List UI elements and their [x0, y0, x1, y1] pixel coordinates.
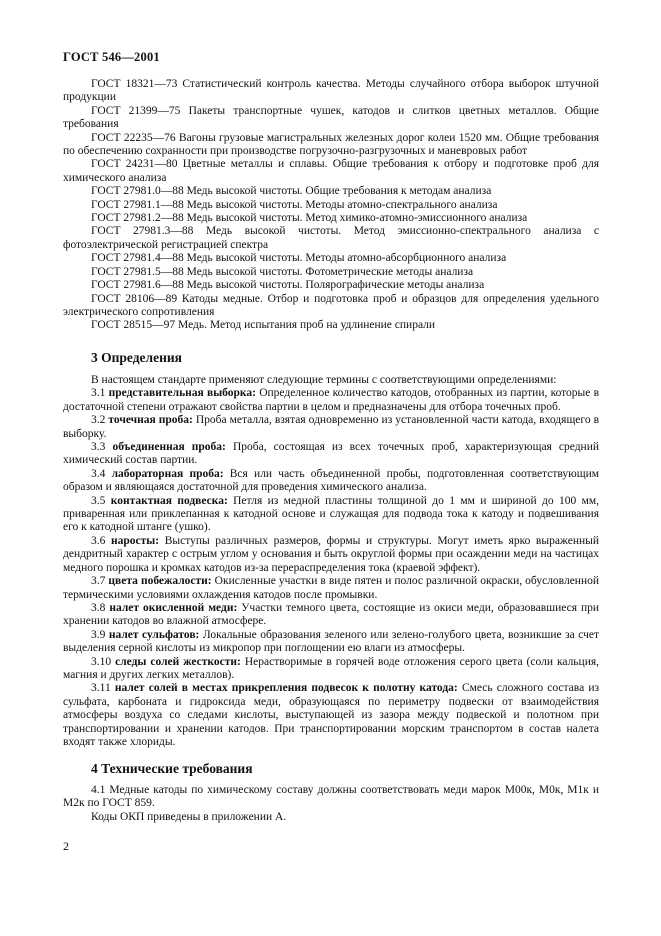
definition-item [63, 495, 599, 535]
definition-term: представительная выборка: [108, 387, 256, 400]
reference-item: ГОСТ 24231—80 Цветные металлы и сплавы. Общие требования к отбору и подготовке проб для химического анализа [63, 158, 599, 184]
definition-number: 3.7 [91, 575, 106, 588]
definition-item [63, 682, 599, 749]
definition-term: лабораторная проба: [111, 467, 224, 480]
definition-item [63, 575, 599, 602]
definition-text: Проба, состоящая из всех точечных проб, характеризующая средний химический состав партии. [63, 441, 600, 467]
definition-number: 3.3 [91, 441, 106, 454]
definition-text: Выступы различных размеров, формы и структуры. Могут иметь ярко выраженный дендритный характер с острым углом у основания и быть округлой формы при осаждении меди на частицах медного порошка и кромках катодов из-за перераспределения тока (краевой эффект). [63, 534, 600, 574]
definition-term: следы солей жесткости: [115, 655, 241, 668]
reference-item: ГОСТ 22235—76 Вагоны грузовые магистральных железных дорог колеи 1520 мм. Общие требования по обеспечению сохранности при производстве погрузочно-разгрузочных и маневровых работ [63, 131, 599, 158]
definition-text: Вся или часть объединенной пробы, подготовленная соответствующим образом и являющаяся достаточной для проведения химического анализа. [63, 467, 600, 494]
definition-number: 3.10 [91, 655, 112, 668]
reference-item: ГОСТ 27981.3—88 Медь высокой чистоты. Метод эмиссионно-спектрального анализа с фотоэлектрической регистрацией спектра [63, 225, 599, 251]
section-heading-definitions: 3 Определения [91, 350, 182, 365]
definition-text: Определенное количество катодов, отобранных из партии, которые в достаточной степени отражают свойства партии в целом и предназначены для отбора точечных проб. [63, 387, 600, 413]
definition-term: налет сульфатов: [108, 628, 200, 641]
reference-item: ГОСТ 27981.1—88 Медь высокой чистоты. Методы атомно-спектрального анализа [91, 198, 498, 211]
definition-number: 3.2 [91, 414, 106, 427]
definition-text: Проба металла, взятая одновременно из установленной части катода, входящего в выборку. [63, 414, 600, 440]
definition-number: 3.4 [91, 467, 106, 480]
definition-item [63, 602, 599, 629]
definition-item [63, 629, 599, 656]
reference-item: ГОСТ 27981.2—88 Медь высокой чистоты. Метод химико-атомно-эмиссионного анализа [91, 212, 528, 225]
page-number: 2 [63, 839, 69, 853]
definition-text: Петля из медной пластины толщиной до 1 мм и шириной до 100 мм, приваренная или приклепанная к катодной основе и служащая для подвода тока к катоду и подвешивания его к катодной штанге (ушко). [63, 494, 599, 534]
definition-text: Локальные образования зеленого или зелено-голубого цвета, возникшие за счет выделения серной кислоты из микропор при поглощении ею влаги из атмосферы. [63, 628, 600, 655]
reference-item: ГОСТ 21399—75 Пакеты транспортные чушек, катодов и слитков цветных металлов. Общие требования [63, 104, 599, 131]
technical-requirements [63, 784, 599, 824]
definition-text: Смесь сложного состава из сульфата, карбоната и гидроксида меди, образующаяся по периметру подвески от взаимодействия атмосферы воздуха со следами кислоты, выступающей из зазора между подвеской и полотном при транспортировании и хранении катодов. При транспортировании морским транспортом в состав налета входят также хлориды. [63, 682, 600, 748]
definition-term: контактная подвеска: [110, 494, 228, 507]
definitions-list [63, 374, 599, 749]
definition-number: 3.9 [91, 628, 106, 641]
definition-term: наросты: [110, 534, 160, 547]
section-heading-technical-requirements: 4 Технические требования [91, 761, 253, 776]
document-id: ГОСТ 546—2001 [63, 50, 160, 64]
definition-item [63, 441, 599, 468]
definition-text: Нерастворимые в горячей воде отложения серого цвета (соли кальция, магния и других легких металлов). [63, 655, 600, 681]
definition-item [63, 414, 599, 441]
definition-number: 3.5 [91, 494, 106, 507]
reference-item: ГОСТ 18321—73 Статистический контроль качества. Методы случайного отбора выборок штучной продукции [63, 78, 599, 104]
definition-text: Участки темного цвета, состоящие из окиси меди, образовавшиеся при хранении катодов во влажной атмосфере. [63, 601, 600, 628]
definition-item [63, 656, 599, 683]
reference-item: ГОСТ 27981.4—88 Медь высокой чистоты. Методы атомно-абсорбционного анализа [91, 252, 507, 265]
definitions-intro: В настоящем стандарте применяют следующие термины с соответствующими определениями: [91, 374, 557, 386]
requirement-paragraph: Коды ОКП приведены в приложении А. [91, 810, 287, 823]
definition-item [63, 387, 599, 414]
definition-item [63, 535, 599, 575]
definition-term: точечная проба: [108, 414, 193, 427]
definition-term: налет окисленной меди: [109, 601, 238, 614]
definition-term: налет солей в местах прикрепления подвесок к полотну катода: [114, 682, 458, 695]
definition-text: Окисленные участки в виде пятен и полос различной окраски, обусловленной термическими условиями охлаждения катодов после промывки. [63, 575, 600, 601]
reference-item: ГОСТ 27981.0—88 Медь высокой чистоты. Общие требования к методам анализа [91, 185, 492, 198]
reference-item: ГОСТ 28515—97 Медь. Метод испытания проб на удлинение спирали [91, 319, 436, 332]
reference-item: ГОСТ 27981.6—88 Медь высокой чистоты. Полярографические методы анализа [91, 279, 485, 292]
requirement-paragraph: 4.1 Медные катоды по химическому составу должны соответствовать меди марок М00к, М0к, М1к и М2к по ГОСТ 859. [63, 784, 599, 810]
definition-number: 3.11 [91, 682, 111, 695]
reference-item: ГОСТ 28106—89 Катоды медные. Отбор и подготовка проб и образцов для определения удельного электрического сопротивления [63, 292, 599, 318]
definition-number: 3.8 [91, 601, 106, 614]
definition-number: 3.1 [91, 387, 106, 400]
definition-number: 3.6 [91, 534, 106, 547]
reference-item: ГОСТ 27981.5—88 Медь высокой чистоты. Фотометрические методы анализа [91, 265, 474, 278]
definition-item [63, 468, 599, 495]
normative-references [63, 78, 599, 333]
definition-term: цвета побежалости: [108, 575, 212, 588]
definition-term: объединенная проба: [112, 441, 226, 454]
